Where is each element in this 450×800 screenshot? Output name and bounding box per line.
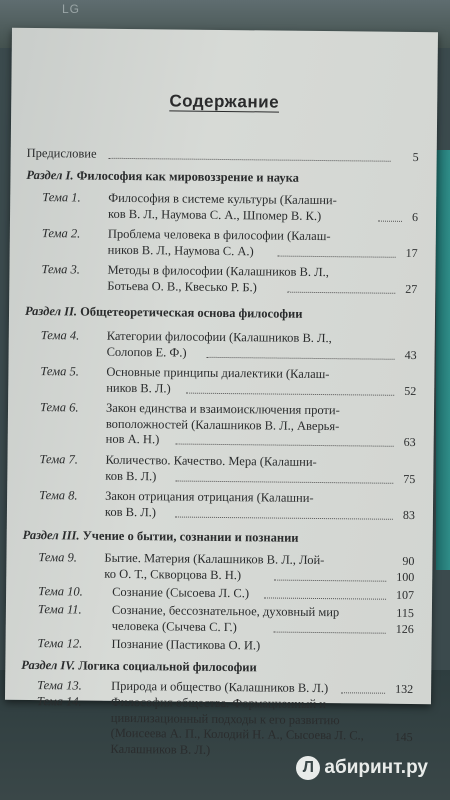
topic-line: ков В. Л.) xyxy=(104,504,157,519)
topic-label: Тема 12. xyxy=(37,636,83,651)
topic-line: Проблема человека в философии (Калаш- xyxy=(107,226,331,244)
topic-line: ков В. Л.) xyxy=(105,468,157,483)
topic-line: Познание (Пастикова О. И.) xyxy=(111,636,261,653)
topic-label: Тема 6. xyxy=(39,400,79,415)
page-title: Содержание xyxy=(169,91,280,112)
topic-line: воположностей (Калашников В. Л., Аверья- xyxy=(105,416,340,433)
topic-line: ников В. Л., Наумова С. А.) xyxy=(107,242,254,258)
section-prefix: Раздел III. xyxy=(22,527,80,543)
toc-page-number: 126 xyxy=(395,621,414,637)
topic-line: цивилизационный подходы к его развитию xyxy=(110,710,340,727)
toc-page-number: 90 xyxy=(402,553,415,569)
topic-line: Закон отрицания отрицания (Калашни- xyxy=(105,488,314,505)
toc-topic-9 xyxy=(22,550,414,586)
labirint-logo-icon: Л xyxy=(296,756,320,780)
book-edge xyxy=(436,150,450,570)
toc-topic-1 xyxy=(26,190,418,226)
section-prefix: Раздел IV. xyxy=(21,657,76,673)
toc-page-number: 5 xyxy=(412,149,419,165)
topic-label: Тема 5. xyxy=(40,364,79,379)
topic-line: ко О. Т., Скворцова В. Н.) xyxy=(104,566,242,582)
toc-page-number: 107 xyxy=(396,587,415,603)
topic-line: Философия в системе культуры (Калашни- xyxy=(108,190,337,208)
topic-label: Тема 13. xyxy=(37,678,82,693)
section-title: Общетеоретическая основа философии xyxy=(80,304,303,321)
toc-preface-label: Предисловие xyxy=(26,145,97,161)
topic-label: Тема 11. xyxy=(37,602,82,617)
topic-line: Калашников В. Л.) xyxy=(110,741,211,757)
toc-section-1 xyxy=(26,168,418,187)
section-title: Философия как мировоззрение и наука xyxy=(76,168,300,185)
topic-line: Категории философии (Калашников В. Л., xyxy=(106,328,332,346)
toc-topic-6 xyxy=(24,400,416,452)
watermark-text: абиринт.ру xyxy=(324,757,428,778)
topic-line: ков В. Л., Наумова С. А., Шпомер В. К.) xyxy=(108,206,322,223)
topic-label: Тема 14. xyxy=(36,694,82,709)
topic-label: Тема 4. xyxy=(40,328,80,343)
toc-topic-8 xyxy=(23,488,415,524)
topic-line: ников В. Л.) xyxy=(106,380,171,395)
toc-page-number: 6 xyxy=(411,209,419,225)
topic-line: Бытие. Материя (Калашников В. Л., Лой- xyxy=(104,550,325,568)
topic-label: Тема 7. xyxy=(39,452,79,467)
book-page xyxy=(5,28,438,757)
toc-page-number: 132 xyxy=(395,681,414,697)
topic-line: Сознание, бессознательное, духовный мир xyxy=(111,602,340,620)
toc-page-number: 100 xyxy=(396,569,415,585)
topic-line: Методы в философии (Калашников В. Л., xyxy=(107,262,329,280)
monitor-logo: LG xyxy=(62,2,81,16)
topic-line: Количество. Качество. Мера (Калашни- xyxy=(105,452,317,469)
topic-line: Сознание (Сысоева Л. С.) xyxy=(112,584,250,601)
section-title: Логика социальной философии xyxy=(78,658,257,675)
topic-label: Тема 10. xyxy=(38,584,83,599)
section-prefix: Раздел II. xyxy=(24,303,78,319)
topic-line: Философия общества. Формационный и xyxy=(110,694,326,712)
toc-page-number: 83 xyxy=(402,507,416,523)
topic-label: Тема 1. xyxy=(42,190,81,205)
topic-line: Основные принципы диалектики (Калаш- xyxy=(106,364,330,382)
labirint-watermark xyxy=(296,756,428,780)
toc-topic-5 xyxy=(24,364,416,400)
topic-line: Закон единства и взаимоисключения проти- xyxy=(105,400,340,418)
toc-section-3 xyxy=(23,528,415,547)
topic-label: Тема 3. xyxy=(41,262,81,277)
toc-topic-12 xyxy=(21,636,413,656)
toc-page-number: 63 xyxy=(403,434,416,450)
toc-page-number: 27 xyxy=(405,281,418,297)
topic-line: Солопов Е. Ф.) xyxy=(106,344,187,360)
section-title: Учение о бытии, сознании и познании xyxy=(82,528,299,545)
toc-preface xyxy=(27,146,419,165)
toc-topic-11 xyxy=(22,602,414,638)
topic-line: Природа и общество (Калашников В. Л.) xyxy=(111,678,329,696)
topic-line: человека (Сычева С. Г.) xyxy=(111,618,237,634)
toc-topic-2 xyxy=(26,226,418,262)
toc-topic-3 xyxy=(25,262,417,298)
toc-topic-10 xyxy=(22,584,414,604)
toc-page-number: 17 xyxy=(405,245,418,261)
topic-label: Тема 8. xyxy=(39,488,78,503)
toc-page-number: 115 xyxy=(396,605,414,621)
topic-line: нов А. Н.) xyxy=(105,431,160,447)
toc-page-number: 145 xyxy=(394,729,413,745)
toc-page-number: 43 xyxy=(404,347,417,363)
topic-line: Ботьева О. В., Квесько Р. Б.) xyxy=(107,278,257,294)
section-prefix: Раздел I. xyxy=(26,167,74,183)
toc-page-number: 52 xyxy=(404,383,417,399)
toc-section-4 xyxy=(21,658,413,678)
toc-page-number: 75 xyxy=(403,471,416,487)
toc-topic-14 xyxy=(20,694,413,762)
toc-section-2 xyxy=(25,304,417,323)
topic-label: Тема 9. xyxy=(38,550,78,565)
topic-label: Тема 2. xyxy=(41,226,81,241)
table-of-contents xyxy=(21,145,419,757)
toc-topic-7 xyxy=(23,452,415,488)
topic-line: (Моисеева А. П., Колодий Н. А., Сысоева Л. С., xyxy=(110,725,364,743)
toc-topic-4 xyxy=(25,328,417,364)
